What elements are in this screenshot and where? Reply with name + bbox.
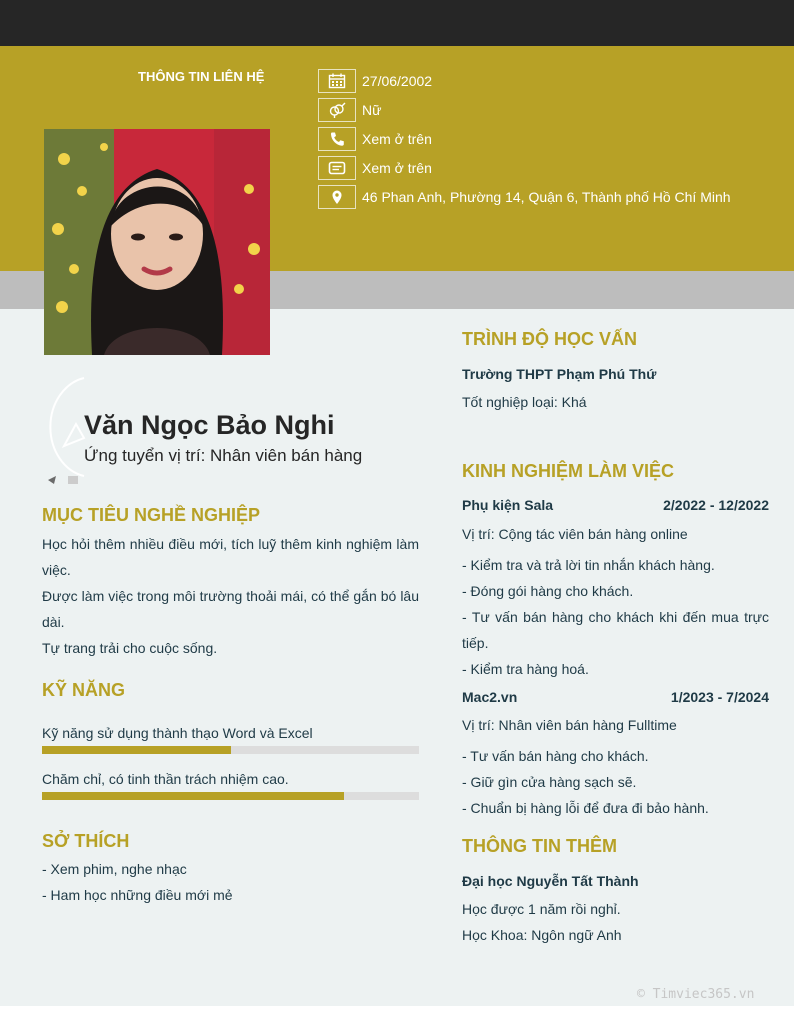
job-2-task-1: - Tư vấn bán hàng cho khách. bbox=[462, 748, 649, 764]
hobby-item-1: - Xem phim, nghe nhạc bbox=[42, 861, 187, 877]
skill-label-2: Chăm chỉ, có tinh thần trách nhiệm cao. bbox=[42, 771, 289, 787]
hobbies-title: SỞ THÍCH bbox=[42, 831, 130, 851]
education-title: TRÌNH ĐỘ HỌC VẤN bbox=[462, 329, 637, 349]
email-value: Xem ở trên bbox=[362, 160, 432, 176]
extra-line-1: Học được 1 năm rồi nghỉ. bbox=[462, 901, 621, 917]
job-1-period: 2/2022 - 12/2022 bbox=[663, 497, 769, 513]
job-1-task-1: - Kiểm tra và trả lời tin nhắn khách hàng. bbox=[462, 557, 715, 573]
calendar-icon bbox=[318, 69, 356, 93]
phone-value: Xem ở trên bbox=[362, 131, 432, 147]
extra-line-2: Học Khoa: Ngôn ngữ Anh bbox=[462, 927, 622, 943]
location-icon bbox=[318, 185, 356, 209]
job-1-company: Phụ kiện Sala bbox=[462, 497, 554, 513]
skill-bar-2 bbox=[42, 792, 419, 800]
gender-value: Nữ bbox=[362, 102, 382, 118]
profile-photo bbox=[44, 129, 270, 355]
job-2-role: Vị trí: Nhân viên bán hàng Fulltime bbox=[462, 717, 677, 733]
top-bar bbox=[0, 0, 794, 46]
job-2-task-3: - Chuẩn bị hàng lỗi để đưa đi bảo hành. bbox=[462, 800, 709, 816]
job-1-role: Vị trí: Cộng tác viên bán hàng online bbox=[462, 526, 688, 542]
birthday-value: 27/06/2002 bbox=[362, 73, 433, 89]
education-school: Trường THPT Phạm Phú Thứ bbox=[462, 366, 657, 382]
job-2-header bbox=[462, 689, 769, 705]
job-1-task-2: - Đóng gói hàng cho khách. bbox=[462, 583, 634, 599]
phone-icon bbox=[318, 127, 356, 151]
job-1-task-3: - Tư vấn bán hàng cho khách khi đến mua trực tiếp. bbox=[462, 609, 769, 651]
candidate-name: Văn Ngọc Bảo Nghi bbox=[84, 410, 335, 440]
objective-line-2: Được làm việc trong môi trường thoải mái, có thể gắn bó lâu dài. bbox=[42, 588, 419, 630]
extra-title: THÔNG TIN THÊM bbox=[462, 836, 617, 856]
contact-address bbox=[318, 183, 731, 211]
skill-bar-1 bbox=[42, 746, 419, 754]
skill-bar-fill-1 bbox=[42, 746, 231, 754]
job-2-company: Mac2.vn bbox=[462, 689, 518, 705]
experience-title: KINH NGHIỆM LÀM VIỆC bbox=[462, 461, 675, 481]
objective-line-3: Tự trang trải cho cuộc sống. bbox=[42, 640, 218, 656]
skill-bar-fill-2 bbox=[42, 792, 344, 800]
objective-title: MỤC TIÊU NGHỀ NGHIỆP bbox=[42, 505, 261, 525]
watermark: © Timviec365.vn bbox=[637, 987, 755, 1002]
objective-line-1: Học hỏi thêm nhiều điều mới, tích luỹ thêm kinh nghiệm làm việc. bbox=[42, 536, 419, 578]
contact-birthday bbox=[318, 67, 432, 95]
job-1-header bbox=[462, 497, 769, 513]
gender-icon bbox=[318, 98, 356, 122]
job-2-period: 1/2023 - 7/2024 bbox=[670, 689, 769, 705]
job-2-task-2: - Giữ gìn cửa hàng sạch sẽ. bbox=[462, 774, 637, 790]
contact-email bbox=[318, 154, 432, 182]
applied-position: Ứng tuyển vị trí: Nhân viên bán hàng bbox=[84, 446, 363, 465]
skills-title: KỸ NĂNG bbox=[42, 680, 126, 700]
contact-title: THÔNG TIN LIÊN HỆ bbox=[138, 69, 265, 84]
contact-gender bbox=[318, 96, 381, 124]
contact-phone bbox=[318, 125, 432, 153]
hobby-item-2: - Ham học những điều mới mẻ bbox=[42, 887, 233, 903]
email-icon bbox=[318, 156, 356, 180]
extra-org: Đại học Nguyễn Tất Thành bbox=[462, 873, 639, 889]
address-value: 46 Phan Anh, Phường 14, Quận 6, Thành phố Hồ Chí Minh bbox=[362, 189, 731, 205]
job-1-task-4: - Kiểm tra hàng hoá. bbox=[462, 661, 589, 677]
education-detail: Tốt nghiệp loại: Khá bbox=[462, 394, 587, 410]
skill-label-1: Kỹ năng sử dụng thành thạo Word và Excel bbox=[42, 725, 313, 741]
